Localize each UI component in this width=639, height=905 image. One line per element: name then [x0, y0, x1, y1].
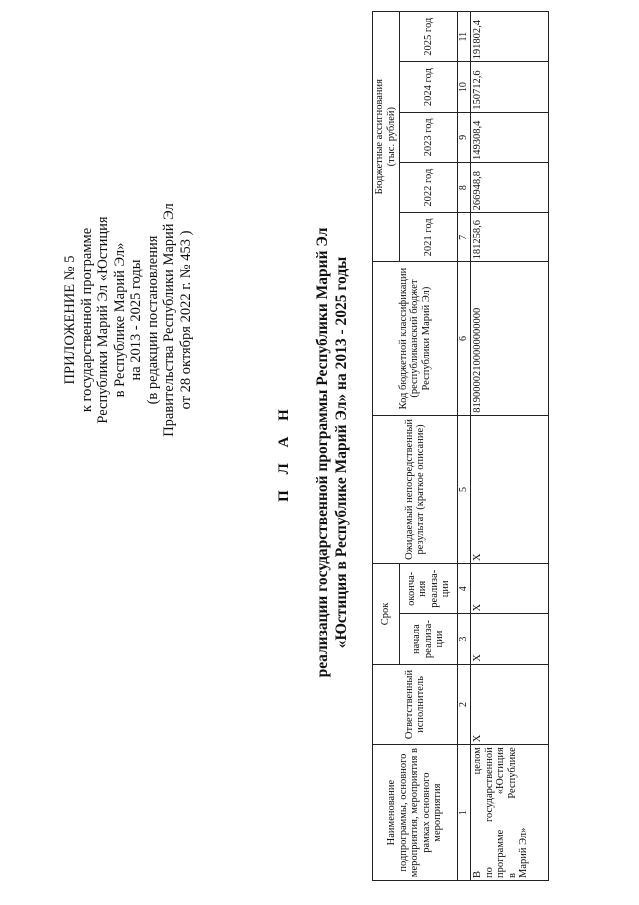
- header-year: 2023 год: [400, 112, 458, 162]
- row-code: 81900002100000000000: [471, 262, 549, 415]
- header-budget: [373, 12, 400, 262]
- appendix-line: в Республике Марий Эл»: [111, 242, 128, 398]
- col-number: 4: [458, 564, 471, 614]
- header-term-end: оконча-ния реализа-ции: [400, 564, 458, 614]
- header-code: Код бюджетной классификации (республиканский бюджет Республики Марий Эл): [373, 262, 458, 415]
- header-result: Ожидаемый непосредственный результат (краткое описание): [373, 415, 458, 563]
- header-name: Наименование подпрограммы, основного мероприятия, мероприятия в рамках основного мероприятия: [373, 745, 458, 881]
- col-number: 3: [458, 614, 471, 664]
- header-year: 2025 год: [400, 12, 458, 62]
- col-number: 7: [458, 213, 471, 262]
- header-year: 2021 год: [400, 213, 458, 262]
- doc-subtitle-line2: «Юстиция в Республике Марий Эл» на 2013 - 2025 годы: [333, 256, 350, 649]
- header-budget-unit: (тыс. рублей): [386, 106, 397, 167]
- row-value: 191802,4: [471, 12, 549, 62]
- col-number: 9: [458, 112, 471, 162]
- header-executor: Ответственный исполнитель: [373, 664, 458, 744]
- appendix-line: ПРИЛОЖЕНИЕ № 5: [62, 255, 78, 385]
- row-executor: Х: [471, 664, 549, 744]
- row-start: Х: [471, 614, 549, 664]
- row-value: 181258,6: [471, 213, 549, 262]
- plan-table: [372, 11, 549, 881]
- col-number: 8: [458, 163, 471, 213]
- appendix-line: от 28 октября 2022 г. № 453 ): [177, 230, 194, 410]
- row-value: 149308,4: [471, 112, 549, 162]
- appendix-line: (в редакции постановления: [144, 235, 161, 405]
- row-name: В целом по государственной программе «Юстиция в Республике Марий Эл»: [471, 745, 549, 881]
- row-end: Х: [471, 564, 549, 614]
- appendix-line: к государственной программе: [78, 227, 95, 413]
- col-number: 1: [458, 745, 471, 881]
- header-year: 2024 год: [400, 62, 458, 112]
- row-result: Х: [471, 415, 549, 563]
- col-number: 10: [458, 62, 471, 112]
- col-number: 6: [458, 262, 471, 415]
- doc-title: П Л А Н: [276, 403, 292, 502]
- appendix-block: [62, 150, 194, 490]
- col-number: 5: [458, 415, 471, 563]
- header-budget-title: Бюджетные ассигнования: [374, 79, 385, 195]
- appendix-line: на 2013 - 2025 годы: [128, 259, 144, 381]
- appendix-line: Правительства Республики Марий Эл: [161, 203, 177, 437]
- col-number: 11: [458, 12, 471, 62]
- row-value: 150712,6: [471, 62, 549, 112]
- appendix-line: Республики Марий Эл «Юстиция: [95, 216, 111, 424]
- header-year: 2022 год: [400, 163, 458, 213]
- header-term-start: начала реализа-ции: [400, 614, 458, 664]
- row-value: 266948,8: [471, 163, 549, 213]
- doc-subtitle-line1: реализации государственной программы Республики Марий Эл: [314, 227, 331, 678]
- header-term: Срок: [373, 564, 400, 665]
- col-number: 2: [458, 664, 471, 744]
- table-row: [471, 12, 549, 881]
